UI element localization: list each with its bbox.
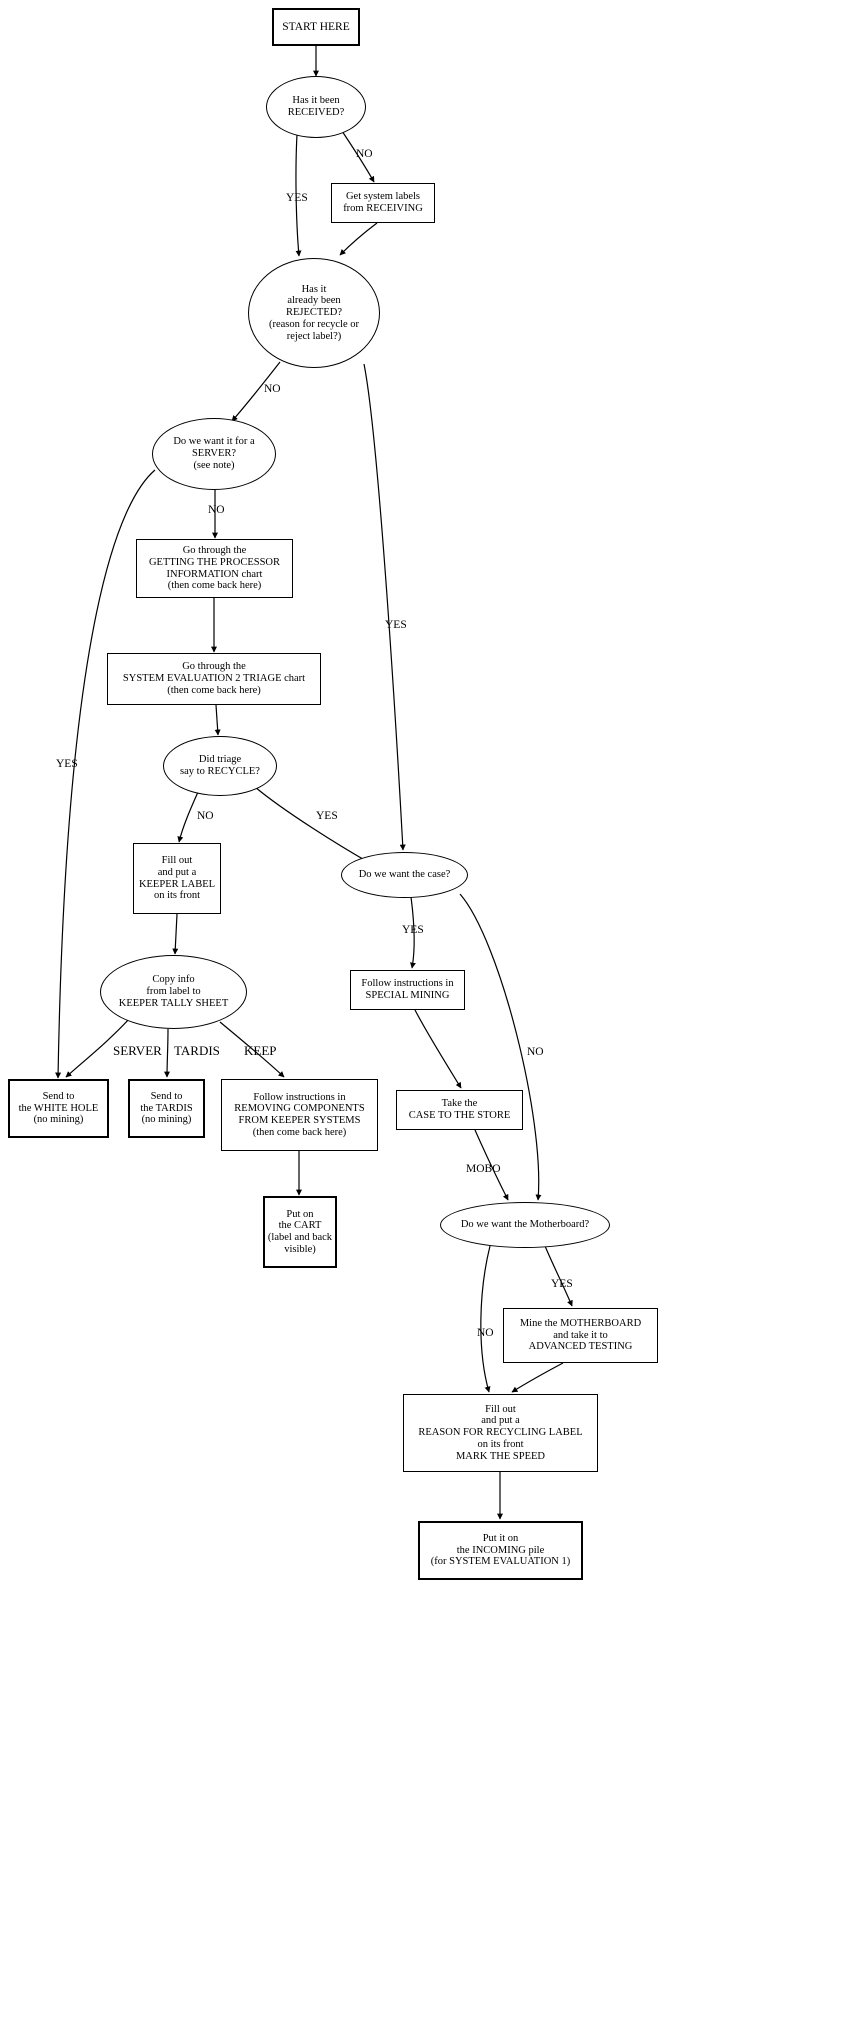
flow-node-line: already been [287, 295, 341, 307]
flow-node-line: Follow instructions in [361, 978, 454, 990]
flow-node-label [267, 95, 365, 119]
flow-node-didtriage[interactable] [163, 736, 277, 796]
flow-node-label [404, 1404, 597, 1463]
flow-node-line: GETTING THE PROCESSOR [148, 556, 281, 568]
flow-node-line: (for SYSTEM EVALUATION 1) [430, 1556, 571, 1568]
flow-node-line: and take it to [553, 1329, 608, 1341]
flow-node-line: the WHITE HOLE [18, 1102, 99, 1114]
flow-node-label [504, 1318, 657, 1353]
edge-label-lbl-triage-no: NO [197, 810, 214, 822]
flow-node-label [130, 1091, 203, 1126]
flow-node-line: Did triage [198, 754, 242, 766]
edge-label-lbl-server-no: NO [208, 504, 225, 516]
edge-label-lbl-rejected-yes: YES [385, 619, 407, 631]
edge-label-lbl-case-no: NO [527, 1046, 544, 1058]
flow-node-line: (no mining) [141, 1114, 192, 1126]
flow-node-line: Go through the [182, 661, 246, 673]
flow-node-line: FROM KEEPER SYSTEMS [238, 1115, 361, 1126]
flow-node-casestore[interactable] [396, 1090, 523, 1130]
flow-node-line: MARK THE SPEED [455, 1450, 546, 1462]
flow-node-specmining[interactable] [350, 970, 465, 1010]
flow-node-label [153, 436, 275, 471]
flow-node-line: ADVANCED TESTING [528, 1341, 633, 1353]
edge-label-lbl-tally-server: SERVER [113, 1043, 162, 1058]
flow-node-line: Fill out [485, 1403, 516, 1415]
flow-node-label [137, 545, 292, 592]
flow-node-server[interactable] [152, 418, 276, 490]
flow-node-line: Do we want the case? [358, 869, 451, 881]
edge-label-lbl-mobo-no: NO [477, 1327, 494, 1339]
flow-node-line: REMOVING COMPONENTS [234, 1103, 365, 1115]
flow-node-label [249, 284, 379, 343]
flow-node-label [332, 191, 434, 215]
flow-node-line: SERVER? [191, 448, 237, 460]
flow-edge [340, 223, 377, 255]
flow-node-line: Follow instructions in [253, 1091, 346, 1103]
flow-node-label [342, 869, 467, 881]
flow-node-line: START HERE [282, 20, 350, 33]
flow-node-removecomp[interactable] [221, 1079, 378, 1151]
flow-node-line: say to RECYCLE? [180, 766, 260, 777]
flow-node-incoming[interactable] [418, 1521, 583, 1580]
flow-edge [216, 705, 218, 735]
flow-node-line: (see note) [193, 459, 235, 471]
flow-edge [167, 1029, 168, 1077]
flow-node-line: Mine the MOTHERBOARD [519, 1317, 642, 1329]
flow-edge [255, 787, 368, 862]
flow-node-whitehole[interactable] [8, 1079, 109, 1138]
flow-node-label [441, 1219, 609, 1231]
flow-node-line: from label to [146, 986, 201, 998]
flow-node-line: SPECIAL MINING [365, 990, 450, 1001]
flow-edge [364, 364, 403, 850]
flow-node-label [10, 1091, 107, 1126]
flow-node-label [420, 1533, 581, 1568]
flow-edge [481, 1246, 490, 1392]
flow-node-line: CASE TO THE STORE [408, 1110, 511, 1121]
flow-node-label [101, 974, 246, 1009]
flow-edge [415, 1010, 461, 1088]
edge-label-lbl-tally-keep: KEEP [244, 1043, 277, 1058]
flow-node-line: on its front [477, 1438, 524, 1450]
flow-node-line: the TARDIS [140, 1102, 193, 1114]
edge-label-lbl-case-mobo: MOBO [466, 1163, 501, 1175]
flow-node-line: (label and back [267, 1232, 333, 1243]
flow-node-line: Has it [301, 283, 327, 295]
edge-label-lbl-received-yes: YES [286, 192, 308, 204]
flow-node-label [351, 978, 464, 1002]
flow-node-wantcase[interactable] [341, 852, 468, 898]
flow-node-start[interactable] [272, 8, 360, 46]
flow-node-line: Do we want it for a [173, 436, 255, 448]
flow-node-received[interactable] [266, 76, 366, 138]
flow-edge [545, 1246, 572, 1306]
flow-node-line: Get system labels [345, 191, 421, 203]
flow-node-tardis[interactable] [128, 1079, 205, 1138]
flow-node-line: (reason for recycle or [268, 318, 360, 330]
flow-node-procinfo[interactable] [136, 539, 293, 598]
flow-node-minemobo[interactable] [503, 1308, 658, 1363]
edge-label-lbl-tally-tardis: TARDIS [174, 1043, 220, 1058]
flow-node-line: Send to [42, 1090, 75, 1102]
edge-label-lbl-server-yes: YES [56, 758, 78, 770]
flow-node-line: from RECEIVING [343, 203, 423, 214]
edge-label-lbl-case-yes: YES [402, 924, 424, 936]
flow-node-line: Fill out [161, 855, 193, 866]
flow-node-label [274, 21, 358, 34]
flow-node-reasonlabel[interactable] [403, 1394, 598, 1472]
flow-node-line: on its front [153, 890, 201, 902]
flow-node-line: the CART [278, 1220, 322, 1232]
flow-node-line: the INCOMING pile [456, 1544, 545, 1556]
flow-node-line: RECEIVED? [287, 107, 345, 118]
flow-node-line: Do we want the Motherboard? [460, 1219, 590, 1231]
flow-node-wantmobo[interactable] [440, 1202, 610, 1248]
flow-node-triage[interactable] [107, 653, 321, 705]
flow-node-line: (then come back here) [252, 1126, 347, 1138]
edge-label-lbl-received-no: NO [356, 148, 373, 160]
edge-label-lbl-mobo-yes: YES [551, 1278, 573, 1290]
flow-node-line: SYSTEM EVALUATION 2 TRIAGE chart [122, 673, 306, 685]
flow-node-line: and put a [157, 866, 197, 878]
flow-node-keeperlabel[interactable] [133, 843, 221, 914]
flow-edge [512, 1363, 563, 1392]
flow-node-line: KEEPER LABEL [138, 878, 216, 890]
flow-node-line: Copy info [152, 974, 195, 986]
flow-edge [175, 914, 177, 954]
flow-node-line: INFORMATION chart [166, 568, 263, 580]
flow-edge [179, 792, 198, 842]
edge-label-lbl-rejected-no: NO [264, 383, 281, 395]
flow-node-label [222, 1092, 377, 1139]
flow-node-line: Has it been [292, 95, 340, 107]
flow-node-line: (then come back here) [167, 580, 262, 592]
flow-node-line: reject label?) [286, 330, 342, 342]
flow-node-tallysheet[interactable] [100, 955, 247, 1029]
flow-node-line: Put it on [482, 1532, 519, 1544]
flow-node-line: (no mining) [33, 1114, 84, 1126]
flow-node-line: REASON FOR RECYCLING LABEL [418, 1427, 583, 1439]
flow-node-label [108, 661, 320, 696]
flow-node-label [265, 1209, 335, 1256]
flow-node-line: (then come back here) [167, 684, 261, 696]
flow-node-line: KEEPER TALLY SHEET [118, 997, 229, 1009]
flow-node-rejected[interactable] [248, 258, 380, 368]
flow-node-line: REJECTED? [286, 307, 342, 319]
flow-node-line: Go through the [182, 545, 247, 556]
flow-node-label [164, 754, 276, 778]
edge-label-lbl-triage-yes: YES [316, 810, 338, 822]
flow-node-label [397, 1098, 522, 1122]
flow-node-label [134, 855, 220, 902]
flow-node-line: Send to [150, 1090, 183, 1102]
flow-node-line: and put a [481, 1415, 520, 1427]
flow-node-cart[interactable] [263, 1196, 337, 1268]
flow-node-line: visible) [284, 1243, 316, 1255]
flow-node-line: Put on [286, 1208, 314, 1220]
flow-node-getlabels[interactable] [331, 183, 435, 223]
flow-node-line: Take the [441, 1098, 478, 1110]
